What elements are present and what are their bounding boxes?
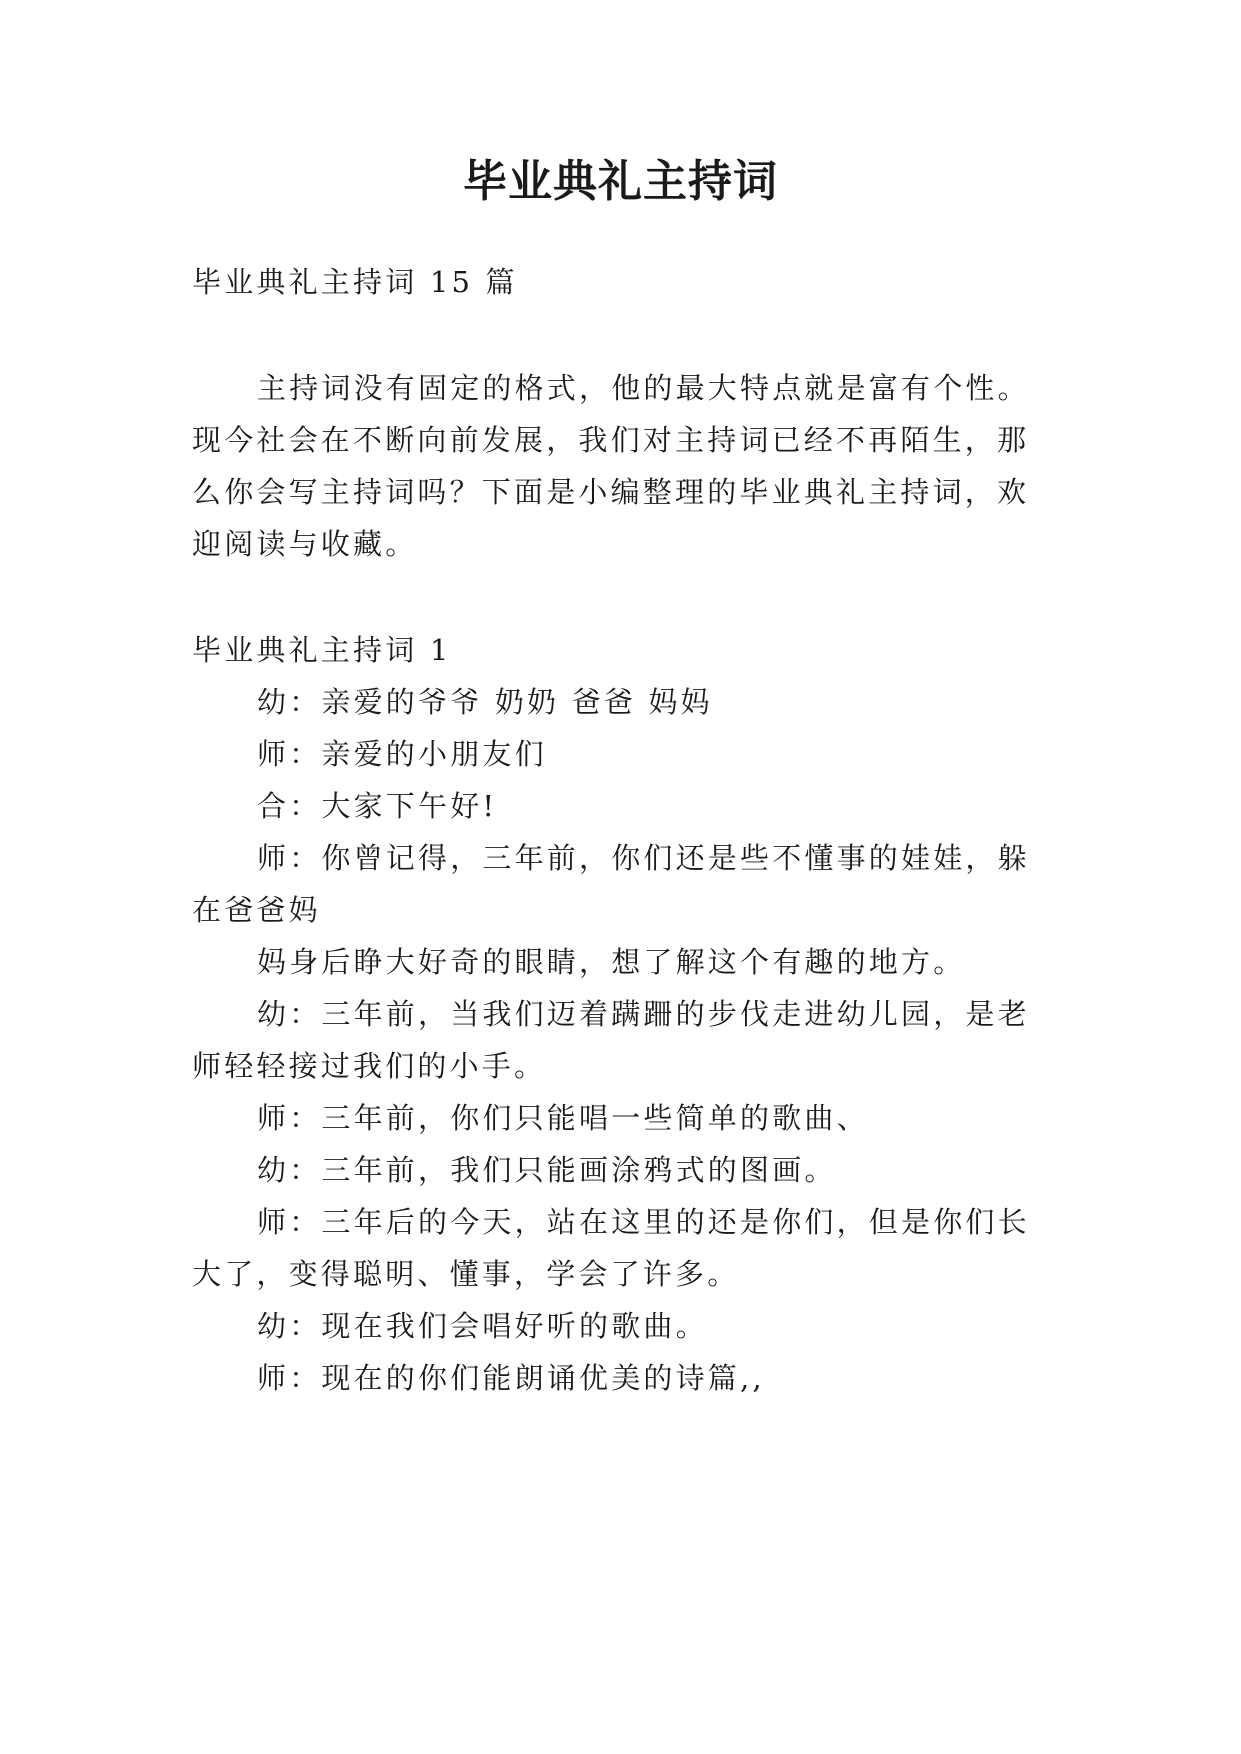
body-line: 幼：现在我们会唱好听的歌曲。 [257, 1309, 708, 1343]
body-line: 师轻轻接过我们的小手。 [192, 1049, 547, 1083]
body-line: 大了，变得聪明、懂事，学会了许多。 [192, 1257, 740, 1291]
intro-line: 么你会写主持词吗？下面是小编整理的毕业典礼主持词，欢 [192, 475, 1030, 509]
document-subtitle: 毕业典礼主持词 15 篇 [192, 265, 518, 299]
body-line: 幼：亲爱的爷爷 奶奶 爸爸 妈妈 [257, 685, 713, 719]
intro-line: 主持词没有固定的格式，他的最大特点就是富有个性。 [257, 371, 1030, 405]
document-title: 毕业典礼主持词 [463, 156, 778, 207]
body-line: 在爸爸妈 [192, 893, 321, 927]
body-line: 师：三年后的今天，站在这里的还是你们，但是你们长 [257, 1205, 1030, 1239]
body-line: 幼：三年前，我们只能画涂鸦式的图画。 [257, 1153, 837, 1187]
body-line: 师：你曾记得，三年前，你们还是些不懂事的娃娃，躲 [257, 841, 1030, 875]
intro-line: 迎阅读与收藏。 [192, 527, 418, 561]
body-line: 合：大家下午好! [257, 789, 498, 823]
body-line: 师：三年前，你们只能唱一些简单的歌曲、 [257, 1101, 869, 1135]
body-line: 妈身后睁大好奇的眼睛，想了解这个有趣的地方。 [257, 945, 966, 979]
body-line: 师：现在的你们能朗诵优美的诗篇,, [257, 1361, 765, 1395]
intro-line: 现今社会在不断向前发展，我们对主持词已经不再陌生，那 [192, 423, 1030, 457]
body-line: 幼：三年前，当我们迈着蹒跚的步伐走进幼儿园，是老 [257, 997, 1030, 1031]
body-line: 师：亲爱的小朋友们 [257, 737, 547, 771]
section-heading: 毕业典礼主持词 1 [192, 633, 452, 667]
